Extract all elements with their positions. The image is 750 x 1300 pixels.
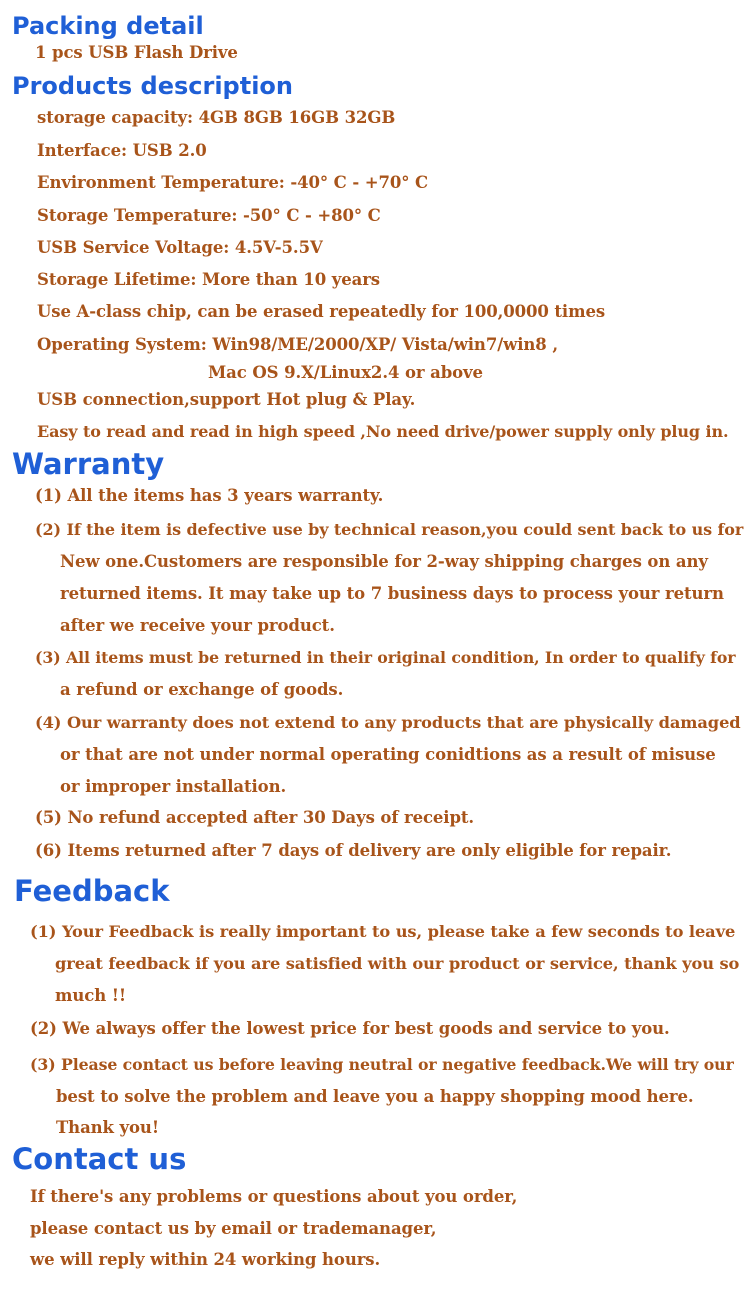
feedback-item-1-line-3: much !!: [55, 986, 127, 1005]
spec-usb-connection: USB connection,support Hot plug & Play.: [37, 390, 416, 409]
warranty-item-5: (5) No refund accepted after 30 Days of receipt.: [35, 808, 475, 827]
feedback-heading: Feedback: [14, 874, 170, 908]
packing-detail-heading: Packing detail: [12, 12, 204, 40]
products-description-heading: Products description: [12, 72, 294, 100]
contact-heading: Contact us: [12, 1142, 187, 1176]
warranty-item-6: (6) Items returned after 7 days of delivery are only eligible for repair.: [35, 841, 672, 860]
feedback-item-1: (1) Your Feedback is really important to us, please take a few seconds to leave: [30, 922, 736, 941]
packing-item: 1 pcs USB Flash Drive: [35, 43, 238, 62]
feedback-item-1-line-2: great feedback if you are satisfied with our product or service, thank you so: [55, 954, 740, 973]
spec-operating-system-continued: Mac OS 9.X/Linux2.4 or above: [208, 363, 483, 382]
contact-line-3: we will reply within 24 working hours.: [30, 1250, 381, 1269]
warranty-item-1: (1) All the items has 3 years warranty.: [35, 486, 384, 505]
spec-operating-system: Operating System: Win98/ME/2000/XP/ Vista/win7/win8 ,: [37, 335, 558, 354]
warranty-item-3-line-2: a refund or exchange of goods.: [60, 680, 344, 699]
feedback-item-3-line-3: Thank you!: [56, 1118, 159, 1137]
warranty-item-2-line-3: returned items. It may take up to 7 business days to process your return: [60, 584, 724, 603]
spec-storage-capacity: storage capacity: 4GB 8GB 16GB 32GB: [37, 108, 396, 127]
spec-chip: Use A-class chip, can be erased repeatedly for 100,0000 times: [37, 302, 606, 321]
warranty-item-4-line-2: or that are not under normal operating conidtions as a result of misuse: [60, 745, 716, 764]
warranty-item-4-line-3: or improper installation.: [60, 777, 287, 796]
warranty-item-2-line-2: New one.Customers are responsible for 2-way shipping charges on any: [60, 552, 708, 571]
spec-storage-lifetime: Storage Lifetime: More than 10 years: [37, 270, 380, 289]
spec-service-voltage: USB Service Voltage: 4.5V-5.5V: [37, 238, 323, 257]
feedback-item-3-line-2: best to solve the problem and leave you a happy shopping mood here.: [56, 1087, 694, 1106]
warranty-heading: Warranty: [12, 447, 165, 481]
spec-storage-temperature: Storage Temperature: -50° C - +80° C: [37, 206, 381, 225]
spec-interface: Interface: USB 2.0: [37, 141, 207, 160]
contact-line-2: please contact us by email or trademanager,: [30, 1219, 437, 1238]
warranty-item-2-line-4: after we receive your product.: [60, 616, 335, 635]
warranty-item-2: (2) If the item is defective use by technical reason,you could sent back to us for: [35, 520, 744, 539]
feedback-item-3: (3) Please contact us before leaving neutral or negative feedback.We will try our: [30, 1055, 734, 1074]
spec-environment-temperature: Environment Temperature: -40° C - +70° C: [37, 173, 429, 192]
warranty-item-3: (3) All items must be returned in their original condition, In order to qualify for: [35, 648, 736, 667]
warranty-item-4: (4) Our warranty does not extend to any products that are physically damaged: [35, 713, 741, 732]
feedback-item-2: (2) We always offer the lowest price for best goods and service to you.: [30, 1019, 670, 1038]
contact-line-1: If there's any problems or questions about you order,: [30, 1187, 518, 1206]
spec-read-speed: Easy to read and read in high speed ,No need drive/power supply only plug in.: [37, 422, 729, 441]
